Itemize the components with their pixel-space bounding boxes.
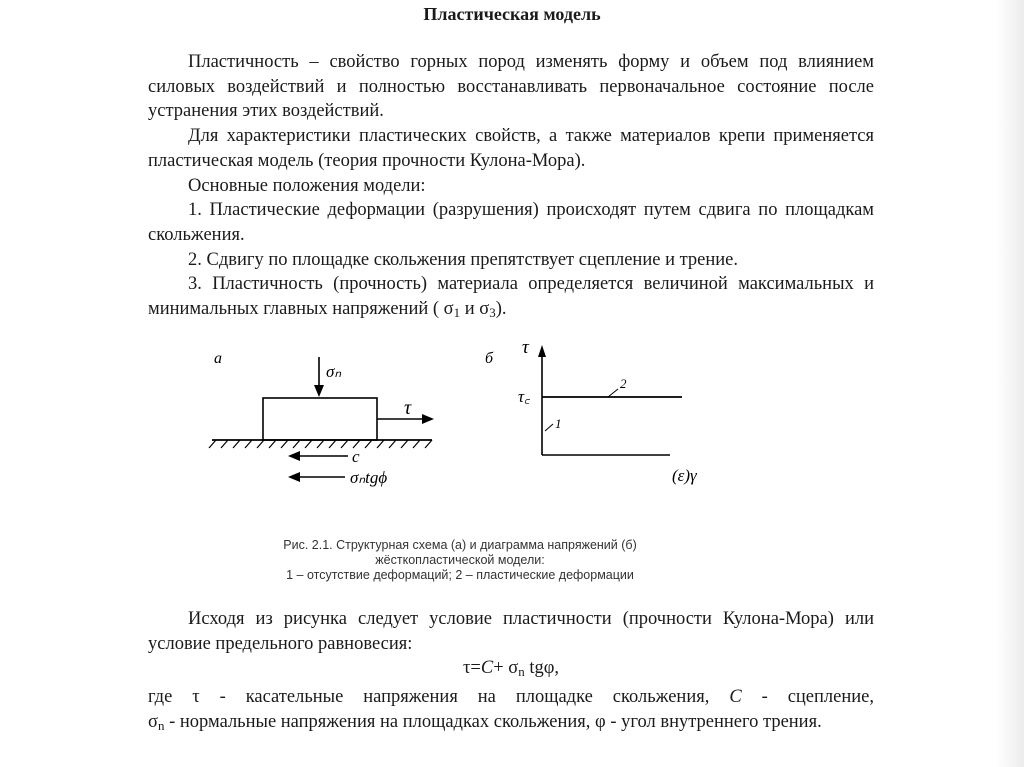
principle-3: 3. Пластичность (прочность) материала определяется величиной максимальных и минимальных главных напряжений ( $\sigma_1$ и $\sigma_3$).: [148, 274, 874, 321]
conclusion-text: [148, 607, 874, 739]
definition-line-2: $\sigma_n$ - нормальные напряжения на площадках скольжения, φ - угол внутреннего трения.: [148, 712, 822, 734]
tau-label: τ: [404, 397, 412, 419]
cohesion-label: c: [352, 447, 360, 466]
tau-axis-label: τ: [522, 337, 529, 358]
sliding-block: [263, 398, 377, 440]
caption-line-1: Рис. 2.1. Структурная схема (а) и диаграмма напряжений (б): [283, 538, 637, 552]
paragraph-definition: Пластичность – свойство горных пород изменять форму и объем под влиянием силовых воздействий и полностью восстанавливать первоначальное состояние после устранения этих воздействий.: [148, 52, 874, 122]
shear-stress-arrowhead: [422, 414, 434, 424]
cohesion-arrowhead: [288, 451, 300, 461]
ground-hatching: [209, 440, 432, 448]
curve-1-leader: [545, 424, 553, 431]
coulomb-mohr-formula: $\tau=C+ \sigma_n$ tgφ,: [462, 658, 560, 680]
figure-2-1: [200, 335, 760, 505]
curve-2-label: 2: [620, 376, 627, 391]
caption-line-3: 1 – отсутствие деформаций; 2 – пластические деформации: [286, 568, 634, 582]
caption-line-2: жёсткопластической модели:: [375, 553, 545, 567]
panel-a-label: а: [214, 350, 222, 367]
friction-label: σₙtgϕ: [350, 468, 388, 487]
paragraph-application: Для характеристики пластических свойств, а также материалов крепи применяется пластическая модель (теория прочности Кулона-Мора).: [148, 126, 874, 171]
paragraph-principles: Основные положения модели:: [188, 175, 426, 196]
figure-caption: [220, 538, 700, 583]
curve-1-label: 1: [555, 416, 562, 431]
sigma-n-label: σₙ: [326, 362, 342, 381]
panel-b-label: б: [485, 350, 494, 367]
curve-2-leader: [608, 389, 618, 397]
strain-axis-label: (ε)γ: [672, 466, 697, 485]
paragraph-condition: Исходя из рисунка следует условие пластичности (прочности Кулона-Мора) или условие предельного равновесия:: [148, 609, 874, 654]
structural-scheme-a: [209, 350, 434, 487]
stress-diagram-b: [485, 337, 698, 485]
page-title: Пластическая модель: [423, 4, 601, 24]
definition-line-1: где τ - касательные напряжения на площадке скольжения, C - сцепление,: [148, 687, 874, 708]
tau-axis-arrowhead: [538, 345, 546, 357]
tau-c-label: τ꜀: [518, 387, 530, 406]
normal-stress-arrowhead: [314, 385, 324, 397]
page-edge-shadow: [996, 0, 1024, 767]
principle-2: 2. Сдвигу по площадке скольжения препятствует сцепление и трение.: [188, 249, 739, 270]
friction-arrowhead: [288, 472, 300, 482]
intro-text: [148, 50, 874, 326]
principle-1: 1. Пластические деформации (разрушения) происходят путем сдвига по площадкам скольжения.: [148, 200, 874, 245]
